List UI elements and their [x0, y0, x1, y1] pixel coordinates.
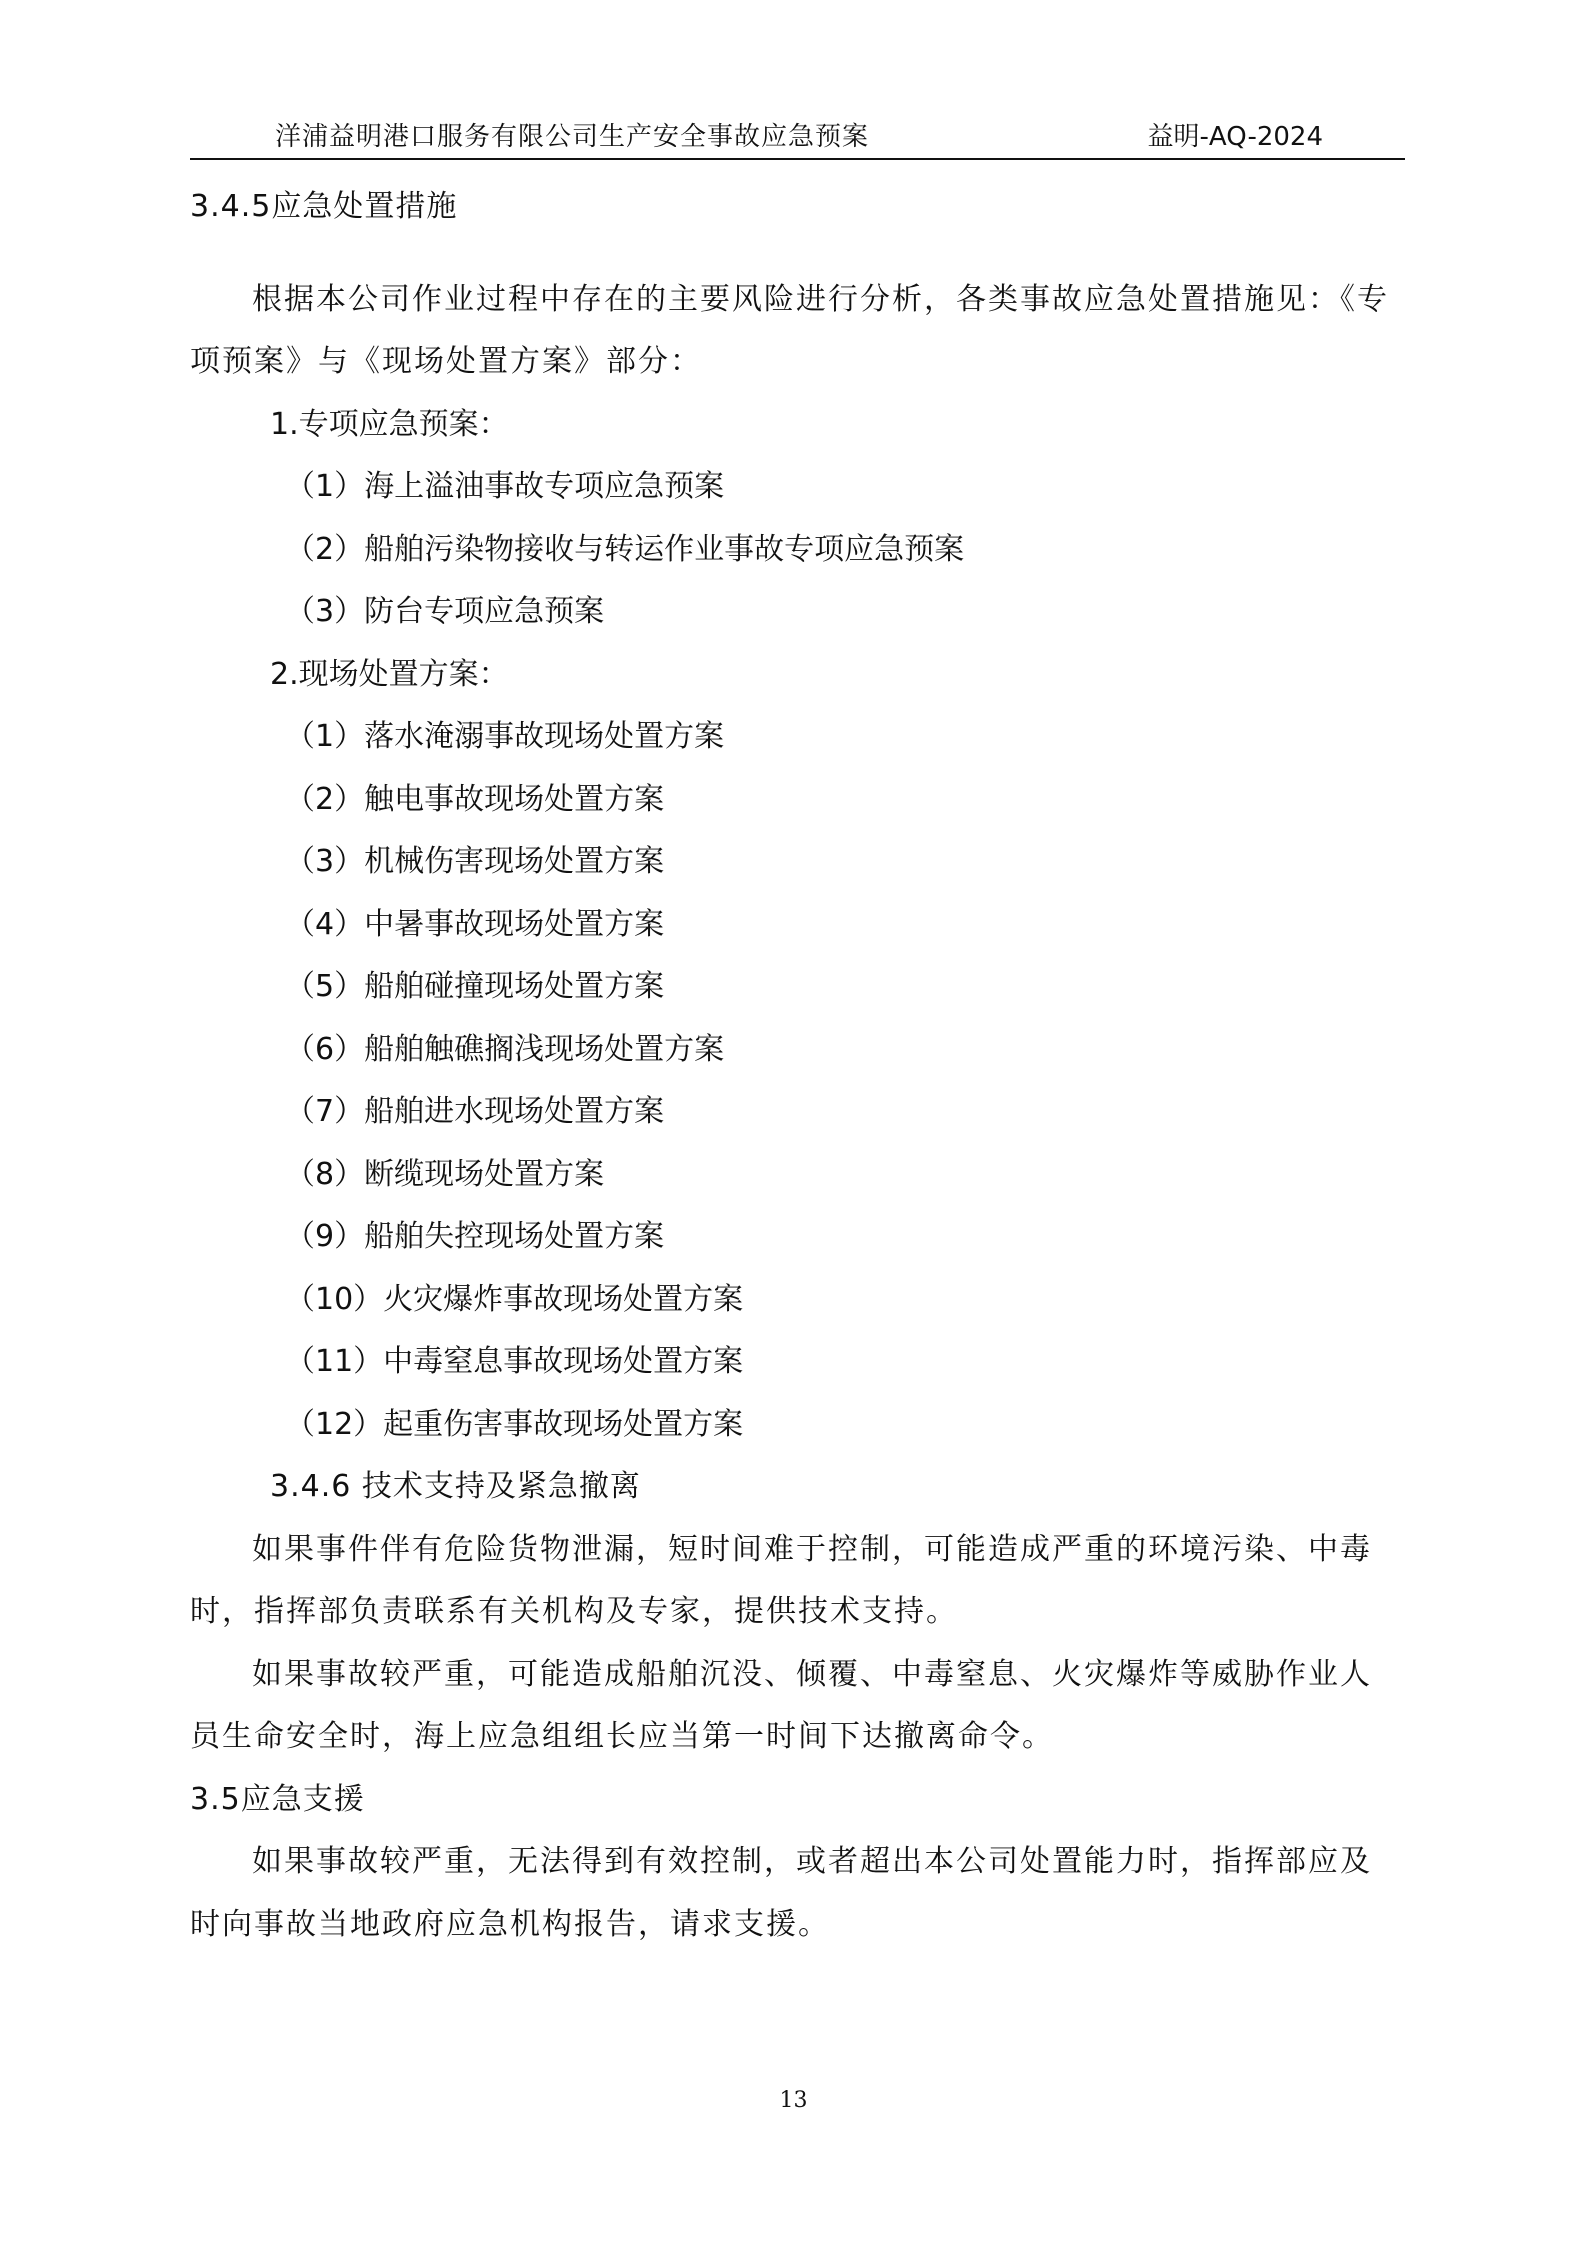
list-item: （6）船舶触礁搁浅现场处置方案 [285, 1031, 725, 1067]
header-title: 洋浦益明港口服务有限公司生产安全事故应急预案 [275, 122, 870, 152]
evacuation-paragraph-line-2: 员生命安全时，海上应急组组长应当第一时间下达撤离命令。 [190, 1719, 1054, 1754]
list-item: （7）船舶进水现场处置方案 [285, 1094, 665, 1129]
technical-support-paragraph-line-2: 时，指挥部负责联系有关机构及专家，提供技术支持。 [190, 1594, 958, 1629]
list-item: （9）船舶失控现场处置方案 [285, 1219, 665, 1254]
list-item: （8）断缆现场处置方案 [285, 1156, 605, 1192]
list-item: （1）海上溢油事故专项应急预案 [285, 469, 725, 504]
list-item: （4）中暑事故现场处置方案 [285, 906, 665, 942]
support-paragraph-line-2: 时向事故当地政府应急机构报告，请求支援。 [190, 1906, 830, 1942]
intro-paragraph-line-2: 项预案》与《现场处置方案》部分： [190, 344, 702, 379]
page-number: 13 [779, 2088, 808, 2113]
intro-paragraph-line-1: 根据本公司作业过程中存在的主要风险进行分析，各类事故应急处置措施见：《专 [252, 281, 1389, 317]
list-item: （5）船舶碰撞现场处置方案 [285, 969, 665, 1004]
list-item: （3）机械伤害现场处置方案 [285, 844, 665, 879]
header-document-code: 益明-AQ-2024 [1147, 122, 1323, 152]
list-item: （10）火灾爆炸事故现场处置方案 [285, 1281, 744, 1317]
list-item: （11）中毒窒息事故现场处置方案 [285, 1344, 744, 1379]
section-heading-3-5: 3.5应急支援 [190, 1781, 365, 1817]
evacuation-paragraph-line-1: 如果事故较严重，可能造成船舶沉没、倾覆、中毒窒息、火灾爆炸等威胁作业人 [252, 1656, 1372, 1692]
list-item: （2）船舶污染物接收与转运作业事故专项应急预案 [285, 531, 965, 567]
list-item: （12）起重伤害事故现场处置方案 [285, 1406, 744, 1442]
list-item: （3）防台专项应急预案 [285, 594, 605, 629]
list-item: （1）落水淹溺事故现场处置方案 [285, 719, 725, 754]
running-header [190, 112, 1405, 160]
support-paragraph-line-1: 如果事故较严重，无法得到有效控制，或者超出本公司处置能力时，指挥部应及 [252, 1844, 1372, 1879]
onsite-plans-title: 2.现场处置方案： [270, 656, 509, 692]
page-body [190, 176, 1408, 1956]
technical-support-paragraph-line-1: 如果事件伴有危险货物泄漏，短时间难于控制，可能造成严重的环境污染、中毒 [252, 1531, 1372, 1567]
list-item: （2）触电事故现场处置方案 [285, 781, 665, 817]
section-heading-3-4-5: 3.4.5应急处置措施 [190, 189, 458, 224]
section-heading-3-4-6: 3.4.6 技术支持及紧急撤离 [270, 1469, 641, 1504]
spacer [190, 239, 1408, 269]
special-plans-title: 1.专项应急预案： [270, 406, 509, 442]
